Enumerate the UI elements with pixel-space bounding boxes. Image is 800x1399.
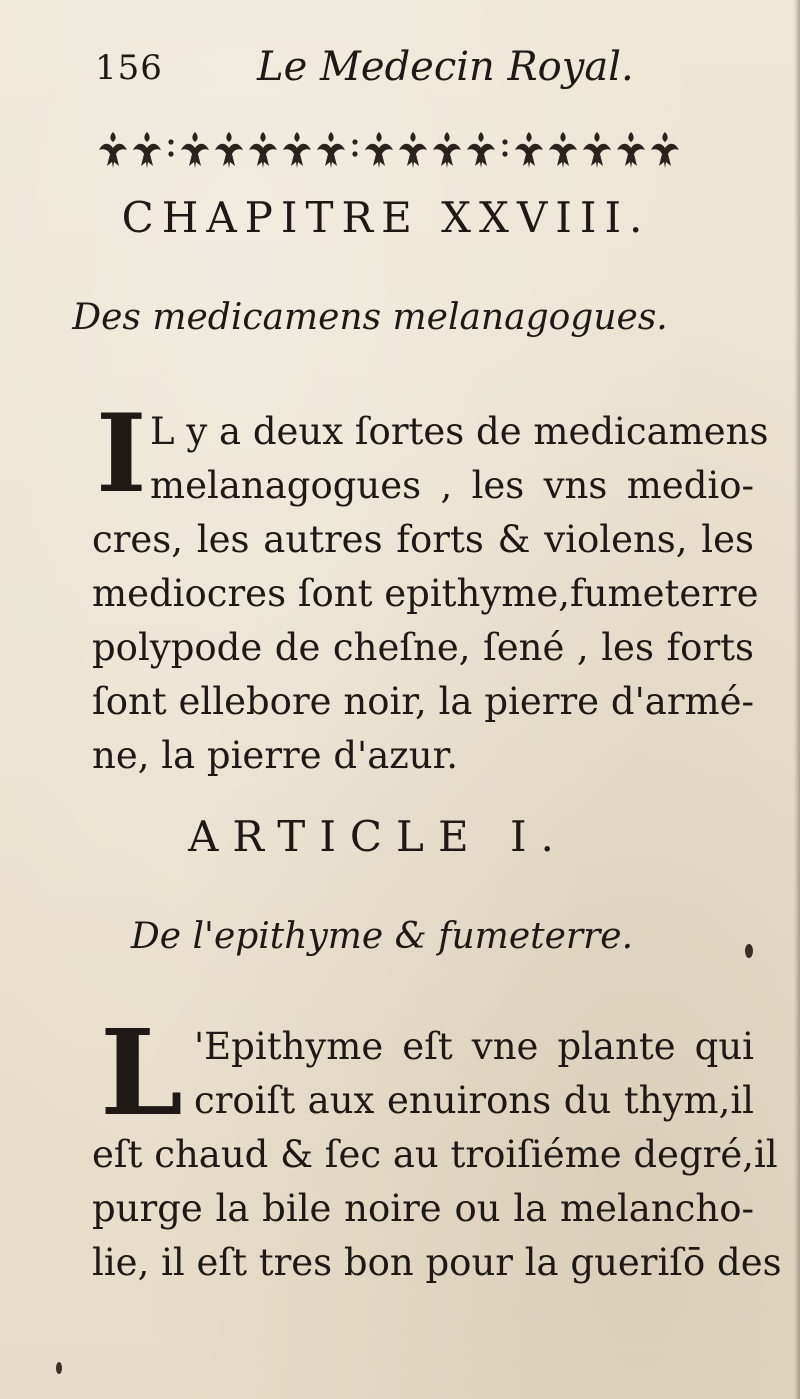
- ink-speck: [745, 944, 753, 958]
- text-line: lie, il eſt tres bon pour la gueriſō des: [92, 1241, 782, 1284]
- fleuron-band-icon: [93, 128, 747, 170]
- fleuron-icon: [651, 132, 679, 168]
- fleuron-icon: [283, 132, 311, 168]
- ornament-dot: [352, 151, 357, 156]
- fleuron-icon: [215, 132, 243, 168]
- page-header: [95, 42, 740, 102]
- fleuron-icon: [583, 132, 611, 168]
- ornament-dot: [168, 151, 173, 156]
- text-line: L y a deux ſortes de medicamens: [150, 410, 769, 453]
- text-line: cres, les autres forts & violens, les: [92, 518, 754, 561]
- text-line: 'Epithyme eſt vne plante qui: [194, 1025, 754, 1068]
- text-line: purge la bile noire ou la melancho-: [92, 1187, 754, 1230]
- ornament-dot: [352, 139, 357, 144]
- text-line: melanagogues , les vns medio-: [150, 464, 754, 507]
- fleuron-icon: [467, 132, 495, 168]
- paragraph: [92, 1020, 782, 1290]
- fleuron-icon: [365, 132, 393, 168]
- text-line: ſont ellebore noir, la pierre d'armé-: [92, 680, 754, 723]
- ornament-dot: [168, 139, 173, 144]
- fleuron-icon: [317, 132, 345, 168]
- fleuron-icon: [99, 132, 127, 168]
- text-line: eſt chaud & ſec au troiſiéme degré,il: [92, 1133, 778, 1176]
- text-line: polypode de cheſne, ſené , les forts: [92, 626, 754, 669]
- ornament-dot: [502, 151, 507, 156]
- article-subtitle: De l'epithyme & fumeterre.: [130, 916, 634, 957]
- fleuron-icon: [515, 132, 543, 168]
- drop-cap: I: [96, 391, 147, 517]
- fleuron-icon: [399, 132, 427, 168]
- fleuron-icon: [133, 132, 161, 168]
- text-line: mediocres ſont epithyme,fumeterre: [92, 572, 759, 615]
- running-head: Le Medecin Royal.: [257, 44, 634, 90]
- chapter-subtitle: Des medicamens melanagogues.: [72, 297, 668, 338]
- fleuron-icon: [249, 132, 277, 168]
- paragraph: [92, 405, 769, 783]
- text-line: ne, la pierre d'azur.: [92, 734, 458, 777]
- article-title: ARTICLE I.: [188, 812, 568, 861]
- drop-cap: L: [100, 1003, 183, 1142]
- ink-speck: [56, 1362, 62, 1374]
- fleuron-icon: [433, 132, 461, 168]
- fleuron-icon: [181, 132, 209, 168]
- ornament-dot: [502, 139, 507, 144]
- text-line: croiſt aux enuirons du thym,il: [194, 1079, 754, 1122]
- page-number: 156: [95, 48, 163, 88]
- chapter-title: CHAPITRE XXVIII.: [121, 193, 651, 242]
- fleuron-icon: [617, 132, 645, 168]
- fleuron-icon: [549, 132, 577, 168]
